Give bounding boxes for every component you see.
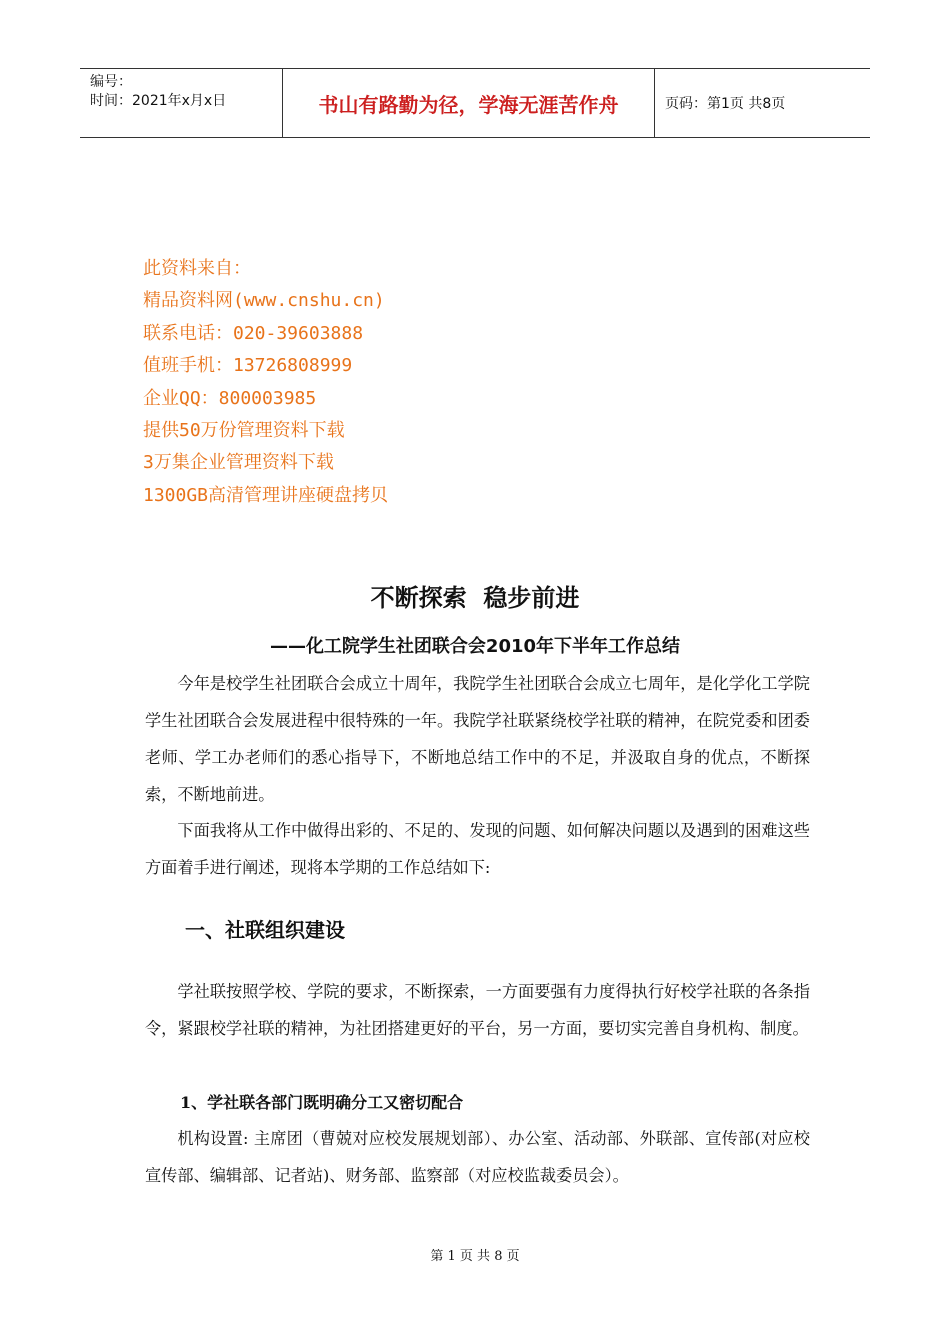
time-label: 时间：2021年x月x日 [90, 93, 227, 109]
promo-line: 联系电话：020-39603888 [143, 322, 364, 344]
document-subtitle: ——化工院学生社团联合会2010年下半年工作总结 [269, 636, 681, 657]
document-title: 不断探索 稳步前进 [370, 584, 580, 612]
header-motto: 书山有路勤为径，学海无涯苦作舟 [282, 69, 655, 137]
page-header [80, 68, 870, 138]
promo-line: 企业QQ：800003985 [143, 387, 317, 409]
promo-line: 此资料来自： [143, 258, 251, 279]
promo-line: 1300GB高清管理讲座硬盘拷贝 [143, 484, 389, 506]
number-label: 编号： [90, 74, 132, 90]
promo-line: 3万集企业管理资料下载 [143, 452, 334, 474]
promo-block [143, 253, 388, 512]
promo-line: 精品资料网(www.cnshu.cn) [143, 290, 385, 312]
promo-line: 值班手机：13726808999 [143, 355, 353, 377]
header-page-info: 页码：第1页 共8页 [665, 96, 786, 112]
promo-line: 提供50万份管理资料下载 [143, 420, 345, 442]
intro-paragraph: 下面我将从工作中做得出彩的、不足的、发现的问题、如何解决问题以及遇到的困难这些方面着手进行阐述，现将本学期的工作总结如下: [145, 821, 810, 877]
subsection-heading: 1、学社联各部门既明确分工又密切配合 [180, 1093, 464, 1112]
intro-paragraph: 今年是校学生社团联合会成立十周年，我院学生社团联合会成立七周年，是化学化工学院学生社团联合会发展进程中很特殊的一年。我院学社联紧绕校学社联的精神，在院党委和团委老师、学工办老师们的悉心指导下，不断地总结工作中的不足，并汲取自身的优点，不断探索，不断地前进。 [145, 674, 810, 804]
header-meta [80, 69, 282, 137]
section-heading: 一、社联组织建设 [185, 918, 345, 942]
subsection-paragraph: 机构设置: 主席团（曹兢对应校发展规划部）、办公室、活动部、外联部、宣传部(对应校宣传部、编辑部、记者站)、财务部、监察部（对应校监裁委员会）。 [145, 1129, 810, 1185]
page-footer: 第 1 页 共 8 页 [430, 1249, 520, 1264]
section-paragraph: 学社联按照学校、学院的要求，不断探索，一方面要强有力度得执行好校学社联的各条指令，紧跟校学社联的精神，为社团搭建更好的平台，另一方面，要切实完善自身机构、制度。 [145, 982, 810, 1038]
